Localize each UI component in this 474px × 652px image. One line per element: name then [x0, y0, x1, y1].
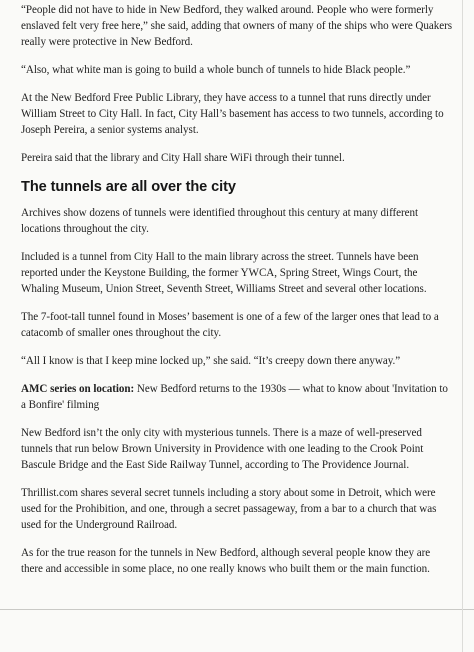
- paragraph-locked-up: “All I know is that I keep mine locked up,” she said. “It’s creepy down there anyway.”: [21, 355, 401, 367]
- paragraph-archives: Archives show dozens of tunnels were identified throughout this century at many different locations throughout the city.: [21, 207, 419, 235]
- paragraph-other-cities: New Bedford isn’t the only city with mysterious tunnels. There is a maze of well-preserved tunnels that run below Brown University in Providence with one leading to the Crook Point Bascule Bridge and the East Side Railway Tunnel, according to The Providence Journal.: [21, 427, 424, 471]
- paragraph-wifi: Pereira said that the library and City Hall share WiFi through their tunnel.: [21, 152, 345, 164]
- paragraph-quote-walked-around: “People did not have to hide in New Bedford, they walked around. People who were formerly enslaved felt very free here,” she said, adding that owners of many of the ships who were Quakers really were protective in New Bedford.: [21, 4, 453, 48]
- related-article-link[interactable]: [21, 381, 453, 413]
- article-body: [21, 2, 453, 589]
- page-edge: [462, 0, 463, 652]
- paragraph-quote-white-man: “Also, what white man is going to build a whole bunch of tunnels to hide Black people.”: [21, 64, 411, 76]
- paragraph-moses-basement: The 7-foot-tall tunnel found in Moses’ basement is one of a few of the larger ones that lead to a catacomb of smaller ones throughout the city.: [21, 311, 439, 339]
- section-heading: The tunnels are all over the city: [21, 179, 236, 195]
- paragraph-thrillist: Thrillist.com shares several secret tunnels including a story about some in Detroit, which were used for the Prohibition, and one, through a secret passageway, from a bar to a church that was used for the Underground Railroad.: [21, 487, 437, 531]
- paragraph-true-reason: As for the true reason for the tunnels in New Bedford, although several people know they are there and accessible in some place, no one really knows who built them or the main function.: [21, 547, 431, 575]
- paragraph-library-tunnel: At the New Bedford Free Public Library, they have access to a tunnel that runs directly under William Street to City Hall. In fact, City Hall’s basement has access to two tunnels, according to Joseph Pereira, a senior systems analyst.: [21, 92, 444, 136]
- related-article-text: New Bedford returns to the 1930s — what to know about 'Invitation to a Bonfire' filming: [21, 383, 448, 411]
- paragraph-tunnel-locations: Included is a tunnel from City Hall to the main library across the street. Tunnels have been reported under the Keystone Building, the former YWCA, Spring Street, Wings Court, the Whaling Museum, Union Street, Seventh Street, Williams Street and several other locations.: [21, 251, 427, 295]
- related-article-label: AMC series on location:: [21, 383, 135, 395]
- page-divider: [0, 609, 474, 610]
